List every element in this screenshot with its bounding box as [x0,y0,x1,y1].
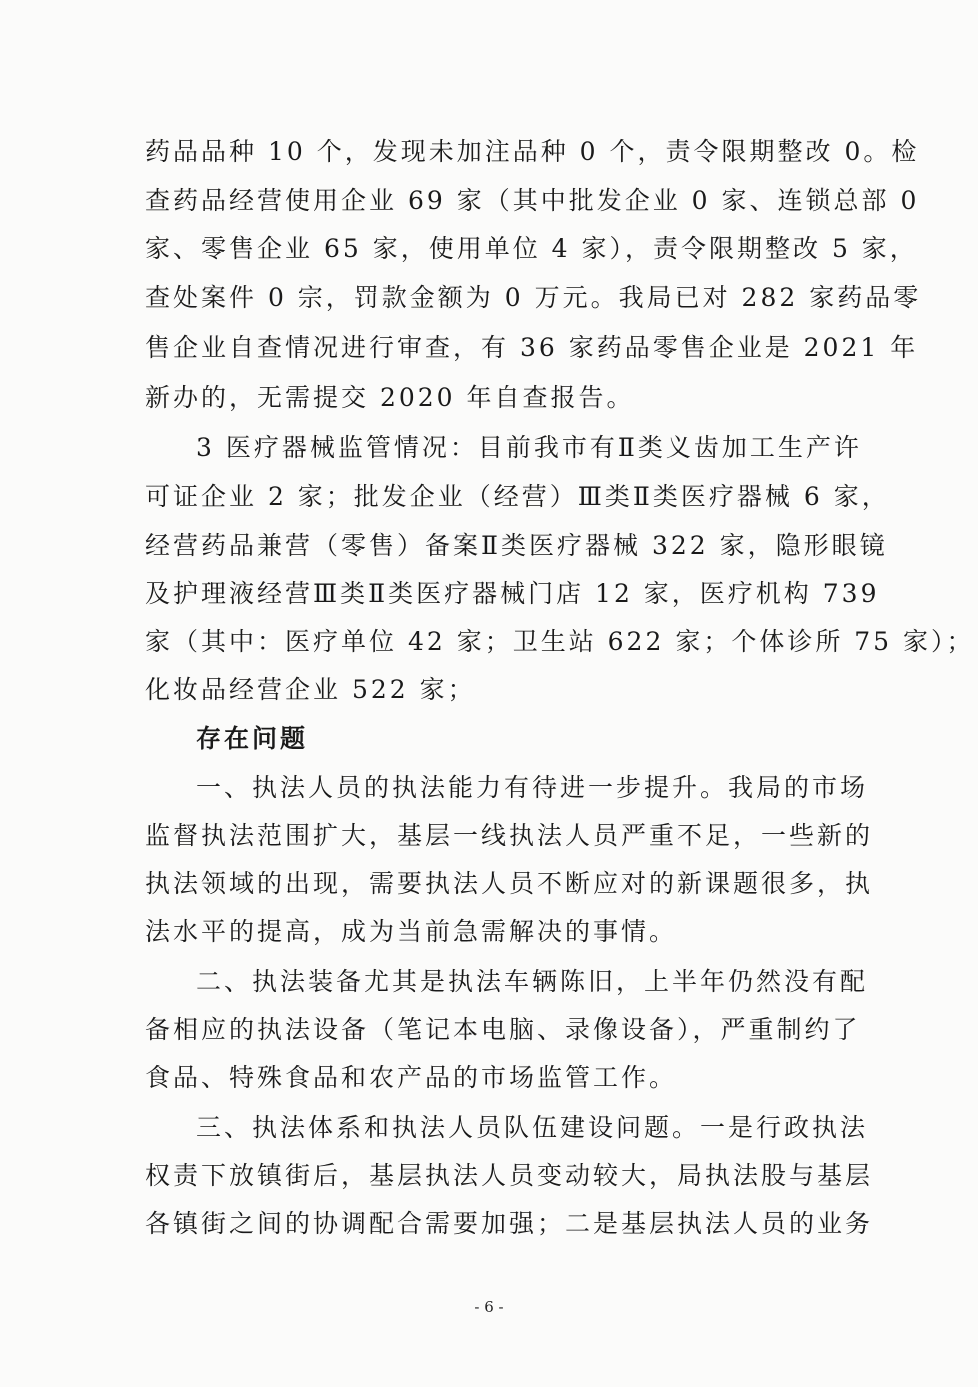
paragraph-line: 一、执法人员的执法能力有待进一步提升。我局的市场 [196,773,869,802]
paragraph-line: 新办的，无需提交 2020 年自查报告。 [145,383,635,412]
paragraph-line: 及护理液经营Ⅲ类Ⅱ类医疗器械门店 12 家，医疗机构 739 [145,579,880,608]
paragraph-line: 家、零售企业 65 家，使用单位 4 家），责令限期整改 5 家， [145,234,918,263]
paragraph-line: 家（其中：医疗单位 42 家；卫生站 622 家；个体诊所 75 家）； [145,627,975,656]
paragraph-line: 售企业自查情况进行审查，有 36 家药品零售企业是 2021 年 [145,333,919,362]
paragraph-line: 3 医疗器械监管情况：目前我市有Ⅱ类义齿加工生产许 [196,433,862,462]
paragraph-line: 药品品种 10 个，发现未加注品种 0 个，责令限期整改 0。检 [145,137,920,166]
paragraph-line: 监督执法范围扩大，基层一线执法人员严重不足，一些新的 [145,821,874,850]
paragraph-line: 查处案件 0 宗，罚款金额为 0 万元。我局已对 282 家药品零 [145,283,922,312]
paragraph-line: 法水平的提高，成为当前急需解决的事情。 [145,917,678,946]
paragraph-line: 食品、特殊食品和农产品的市场监管工作。 [145,1063,678,1092]
section-heading: 存在问题 [196,724,309,753]
paragraph-line: 可证企业 2 家；批发企业（经营）Ⅲ类Ⅱ类医疗器械 6 家， [145,482,890,511]
paragraph-line: 备相应的执法设备（笔记本电脑、录像设备），严重制约了 [145,1015,861,1044]
paragraph-line: 执法领域的出现，需要执法人员不断应对的新课题很多，执 [145,869,874,898]
paragraph-line: 三、执法体系和执法人员队伍建设问题。一是行政执法 [196,1113,869,1142]
paragraph-line: 化妆品经营企业 522 家； [145,675,476,704]
page-number: - 6 - [474,1298,504,1316]
paragraph-line: 经营药品兼营（零售）备案Ⅱ类医疗器械 322 家，隐形眼镜 [145,531,888,560]
paragraph-line: 权责下放镇街后，基层执法人员变动较大，局执法股与基层 [145,1161,874,1190]
paragraph-line: 查药品经营使用企业 69 家（其中批发企业 0 家、连锁总部 0 [145,186,920,215]
paragraph-line: 二、执法装备尤其是执法车辆陈旧，上半年仍然没有配 [196,967,869,996]
paragraph-line: 各镇街之间的协调配合需要加强；二是基层执法人员的业务 [145,1209,874,1238]
